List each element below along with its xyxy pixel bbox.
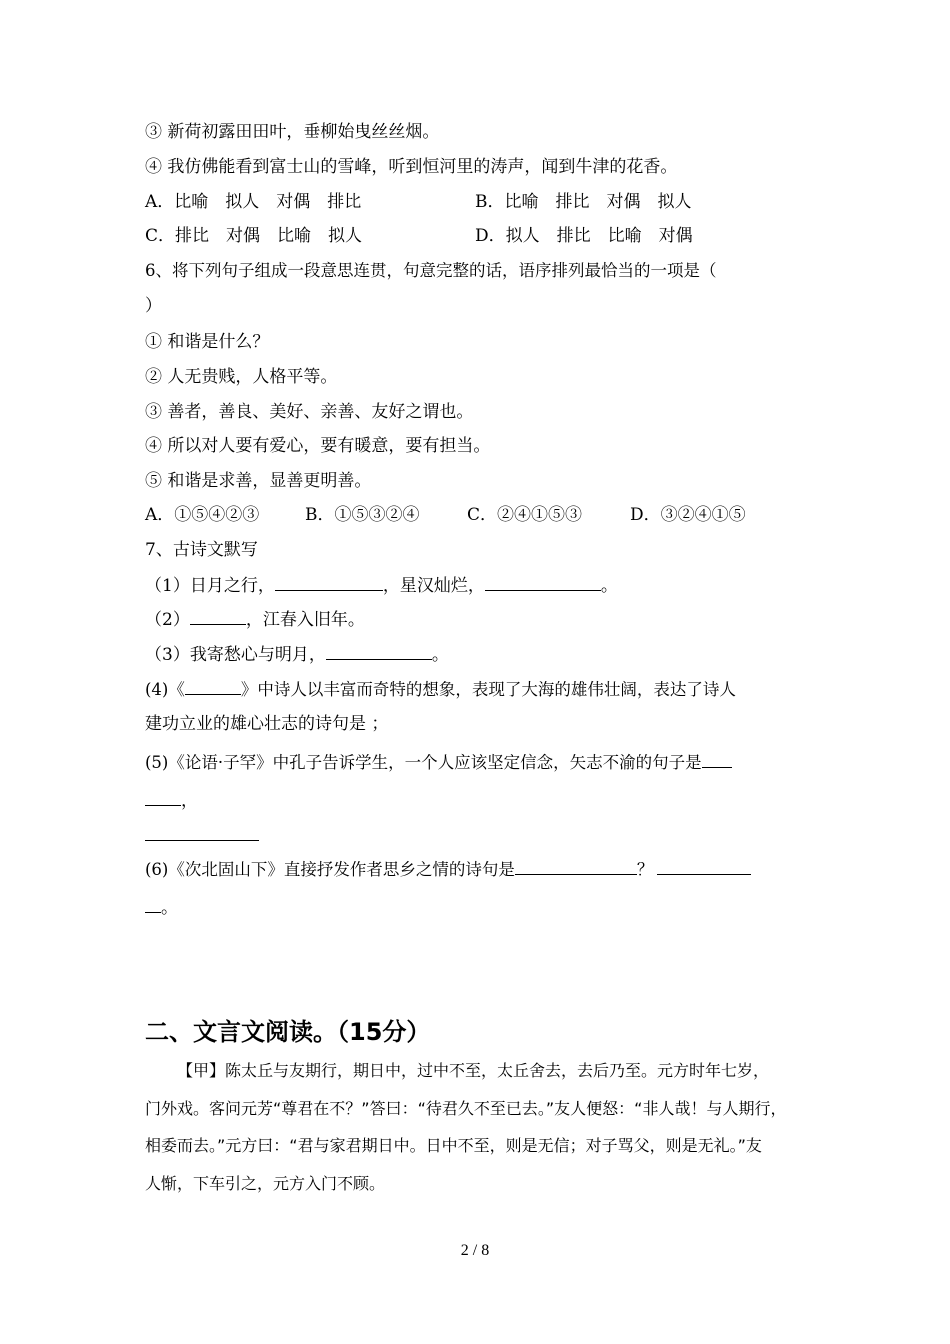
q7-part-5-line-2: ， (145, 787, 198, 813)
q7-title: 7、古诗文默写 (145, 540, 258, 560)
section-title: 二、文言文阅读。（15分） (145, 1018, 431, 1046)
q6-option-c: C．②④①⑤③ (467, 505, 583, 525)
q6-item-1: ① 和谐是什么？ (145, 332, 270, 352)
q7-part-1: （1）日月之行， ，星汉灿烂， 。 (145, 572, 618, 598)
q7-part-6-line-2: 。 (145, 894, 178, 920)
answer-blank (145, 787, 181, 806)
answer-blank (515, 856, 637, 875)
q6-item-5: ⑤ 和谐是求善，显善更明善。 (145, 471, 372, 491)
q5-option-b: B．比喻 排比 对偶 拟人 (475, 192, 692, 212)
q6-stem-line-2: ） (145, 296, 162, 316)
passage-line-1: 【甲】陈太丘与友期行，期日中，过中不至，太丘舍去，去后乃至。元方时年七岁， (177, 1061, 770, 1080)
q7-part-5-line-3 (145, 822, 259, 848)
q7-part-3: （3）我寄愁心与明月， 。 (145, 641, 449, 667)
answer-blank (485, 572, 601, 591)
q6-item-3: ③ 善者，善良、美好、亲善、友好之谓也。 (145, 402, 474, 422)
answer-blank (145, 822, 259, 841)
q5-item-4: ④ 我仿佛能看到富士山的雪峰，听到恒河里的涛声，闻到牛津的花香。 (145, 157, 678, 177)
passage-line-2: 门外戏。客问元芳“尊君在不？”答曰：“待君久不至已去。”友人便怒：“非人哉！与人期行， (145, 1099, 787, 1118)
q6-item-2: ② 人无贵贱，人格平等。 (145, 367, 338, 387)
answer-blank (190, 606, 246, 625)
q6-option-a: A．①⑤④②③ (145, 505, 260, 525)
q7-part-6-line-1: (6)《次北固山下》直接抒发作者思乡之情的诗句是 ？ (145, 856, 751, 882)
answer-blank (657, 856, 751, 875)
q6-option-b: B．①⑤③②④ (305, 505, 420, 525)
q7-part-2: （2） ，江春入旧年。 (145, 606, 365, 632)
q6-options-row (145, 503, 845, 527)
q6-stem-line-1: 6、将下列句子组成一段意思连贯，句意完整的话，语序排列最恰当的一项是（ (145, 261, 717, 280)
answer-blank (702, 749, 732, 768)
passage-line-4: 人惭，下车引之，元方入门不顾。 (145, 1174, 386, 1193)
answer-blank (275, 572, 383, 591)
q6-item-4: ④ 所以对人要有爱心，要有暖意，要有担当。 (145, 436, 491, 456)
q5-option-c: C．排比 对偶 比喻 拟人 (145, 226, 363, 246)
page-number: 2 / 8 (460, 1242, 490, 1259)
answer-blank (326, 641, 432, 660)
q7-part-5-line-1: (5)《论语·子罕》中孔子告诉学生，一个人应该坚定信念，矢志不渝的句子是 (145, 749, 732, 775)
passage-line-3: 相委而去。”元方曰：“君与家君期日中。日中不至，则是无信；对子骂父，则是无礼。”友 (145, 1136, 762, 1155)
answer-blank (145, 894, 161, 913)
q5-item-3: ③ 新荷初露田田叶，垂柳始曳丝丝烟。 (145, 122, 440, 142)
q7-part-4-line-2: 建功立业的雄心壮志的诗句是 ； (145, 714, 389, 734)
q5-option-d: D．拟人 排比 比喻 对偶 (475, 226, 693, 246)
q5-options-row-1 (145, 190, 845, 214)
answer-blank (185, 676, 241, 695)
q7-part-4-line-1: (4)《 》中诗人以丰富而奇特的想象，表现了大海的雄伟壮阔，表达了诗人 (145, 676, 736, 702)
q5-option-a: A．比喻 拟人 对偶 排比 (145, 192, 362, 212)
q5-options-row-2 (145, 224, 845, 248)
q6-option-d: D．③②④①⑤ (630, 505, 746, 525)
